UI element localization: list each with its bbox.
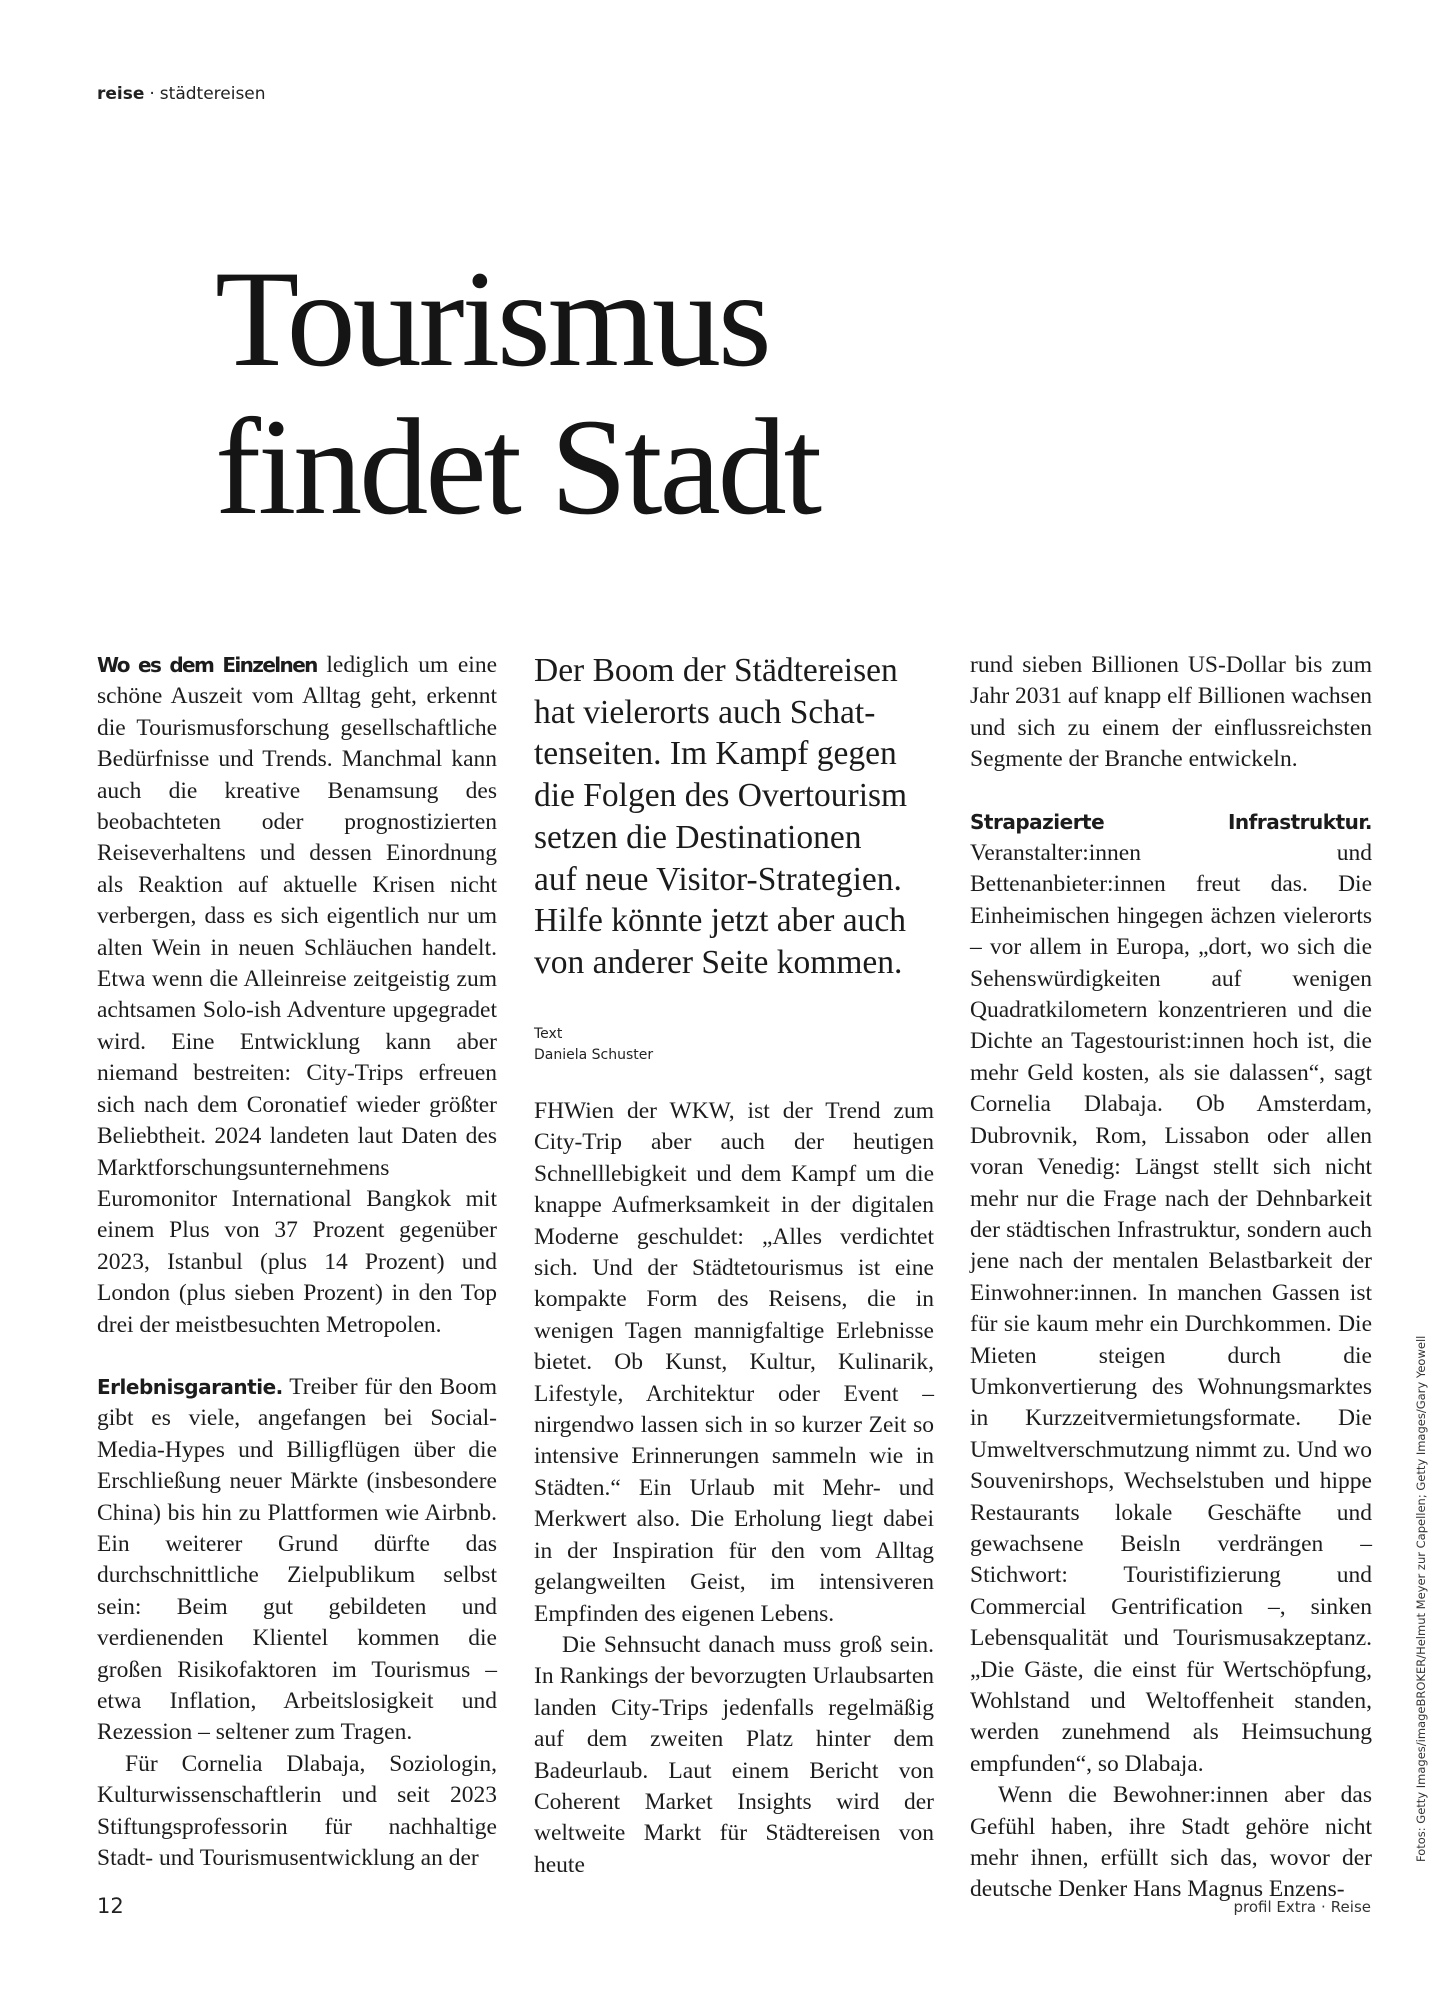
column-2-body [534, 1096, 934, 1881]
paragraph-text: Treiber für den Boom gibt es viele, angefangen bei Social-Media-Hypes und Billigflügen über die Erschließung neuer Märkte (insbesondere China) bis hin zu Plattformen wie Airbnb. Ein weiterer Grund dürfte das durchschnittliche Zielpublikum selbst sein: Beim gut gebildeten und verdienenden Klientel kommen die großen Risikofaktoren im Tourismus – etwa Inflation, Arbeitslosigkeit und Rezession – seltener zum Tragen. [97, 1373, 497, 1746]
runin-heading: Erlebnisgarantie. [97, 1374, 283, 1399]
paragraph: rund sieben Billionen US-Dollar bis zum Jahr 2031 auf knapp elf Billionen wachsen und sich zu einem der einflussreichsten Segmente der Branche entwickeln. [970, 652, 1373, 773]
lead-teaser [534, 650, 934, 984]
title-line-1: Tourismus [215, 242, 769, 395]
lead-line: die Folgen des Overtourism [534, 777, 908, 815]
runin-heading: Wo es dem Einzelnen [97, 653, 317, 677]
photo-credit: Fotos: Getty Images/imageBROKER/Helmut Meyer zur Capellen; Getty Images/Gary Yeowell [1414, 1335, 1428, 1862]
byline-label: Text [534, 1025, 563, 1042]
page-number: 12 [97, 1894, 124, 1918]
footer-section: Reise [1330, 1898, 1371, 1916]
header-section: reise [97, 84, 145, 104]
runin-heading: Strapazierte Infrastruktur. [970, 809, 1372, 834]
paragraph-text: Veranstalter:innen und Bettenanbieter:innen freut das. Die Einheimischen hingegen ächzen vielerorts – vor allem in Europa, „dort, wo sich die Sehenswürdigkeiten auf wenigen Quadratkilometern konzentrieren und die Dichte an Tagestourist:innen hoch ist, die mehr Geld kosten, als sie dalassen“, sagt Cornelia Dlabaja. Ob Amsterdam, Dubrovnik, Rom, Lissabon oder allen voran Venedig: Längst stellt sich nicht mehr nur die Frage nach der Dehnbarkeit der städtischen Infrastruktur, sondern auch jene nach der mentalen Belastbarkeit der Einwohner:innen. In manchen Gassen ist für sie kaum mehr ein Durchkommen. Die Mieten steigen durch die Umkonvertierung des Wohnungsmarktes in Kurzzeitvermietungsformate. Die Umweltverschmutzung nimmt zu. Und wo Souvenirshops, Wechselstuben und hippe Restaurants lokale Geschäfte und gewachsene Beisln verdrängen – Stichwort: Touristifizierung und Commercial Gentrification –, sinken Lebensqualität und Tourismusakzeptanz. „Die Gäste, die einst für Wertschöpfung, Wohlstand und Weltoffenheit standen, werden zunehmend als Heimsuchung empfunden“, so Dlabaja. [970, 840, 1372, 1777]
header-subsection: städtereisen [159, 84, 266, 104]
text-column-3 [970, 650, 1372, 1906]
lead-line: hat vielerorts auch Schat- [534, 693, 876, 731]
paragraph [97, 1372, 497, 1749]
byline [534, 1024, 934, 1066]
lead-line: tenseiten. Im Kampf gegen [534, 735, 897, 773]
paragraph: Die Sehnsucht danach muss groß sein. In Rankings der bevorzugten Urlaubsarten landen City-Trips jedenfalls regelmäßig auf dem zweiten Platz hinter dem Badeurlaub. Laut einem Bericht von Coherent Market Insights wird der weltweite Markt für Städtereisen von heute [534, 1631, 934, 1878]
title-line-2: findet Stadt [215, 390, 820, 543]
header-separator: · [149, 84, 155, 104]
footer-separator: · [1321, 1898, 1326, 1916]
running-footer [1234, 1898, 1372, 1916]
paragraph: FHWien der WKW, ist der Trend zum City-Trip aber auch der heutigen Schnelllebigkeit und dem Kampf um die knappe Aufmerksamkeit in der digitalen Moderne geschuldet: „Alles verdichtet sich. Und der Städtetourismus ist eine kompakte Form des Reisens, die in wenigen Tagen mannigfaltige Erlebnisse bietet. Ob Kunst, Kultur, Kulinarik, Lifestyle, Architektur oder Event – nirgendwo lassen sich in so kurzer Zeit so intensive Erinnerungen sammeln wie in Städten.“ Ein Urlaub mit Mehr- und Merkwert also. Die Erholung liegt dabei in der Inspiration für den vom Alltag gelangweilten Geist, im intensiveren Empfinden des eigenen Lebens. [534, 1098, 934, 1627]
lead-line: setzen die Destinationen [534, 818, 862, 856]
lead-line: Hilfe könnte jetzt aber auch [534, 902, 907, 940]
lead-line: auf neue Visitor-Strategien. [534, 860, 902, 898]
paragraph: Wenn die Bewohner:innen aber das Gefühl haben, ihre Stadt gehöre nicht mehr ihnen, erfüllt sich das, wovor der deutsche Denker Hans Magnus Enzens- [970, 1782, 1372, 1903]
running-header [97, 84, 266, 104]
lead-line: von anderer Seite kommen. [534, 943, 903, 981]
paragraph [97, 650, 497, 1341]
text-column-1 [97, 650, 497, 1874]
paragraph-text: lediglich um eine schöne Auszeit vom Alltag geht, erkennt die Tourismusforschung gesellschaftliche Bedürfnisse und Trends. Manchmal kann auch die kreative Benamsung des beobachteten oder prognostizierten Reiseverhaltens und dessen Einordnung als Reaktion auf aktuelle Krisen nicht verbergen, dass es sich eigentlich nur um alten Wein in neuen Schläuchen handelt. Etwa wenn die Alleinreise zeitgeistig zum achtsamen Solo-ish Adventure upgegradet wird. Eine Entwicklung kann aber niemand bestreiten: City-Trips erfreuen sich nach dem Coronatief wieder größter Beliebtheit. 2024 landeten laut Daten des Marktforschungsunternehmens Euromonitor International Bangkok mit einem Plus von 37 Prozent gegenüber 2023, Istanbul (plus 14 Prozent) und London (plus sieben Prozent) in den Top drei der meistbesuchten Metropolen. [97, 652, 498, 1338]
paragraph [970, 807, 1372, 1781]
paragraph: Für Cornelia Dlabaja, Soziologin, Kulturwissenschaftlerin und seit 2023 Stiftungsprofessorin für nachhaltige Stadt- und Tourismusentwicklung an der [97, 1750, 497, 1872]
article-title [215, 242, 820, 543]
lead-line: Der Boom der Städtereisen [534, 652, 898, 689]
text-column-2 [534, 650, 934, 1878]
footer-publication: profil Extra [1233, 1898, 1317, 1916]
byline-author: Daniela Schuster [534, 1046, 654, 1063]
